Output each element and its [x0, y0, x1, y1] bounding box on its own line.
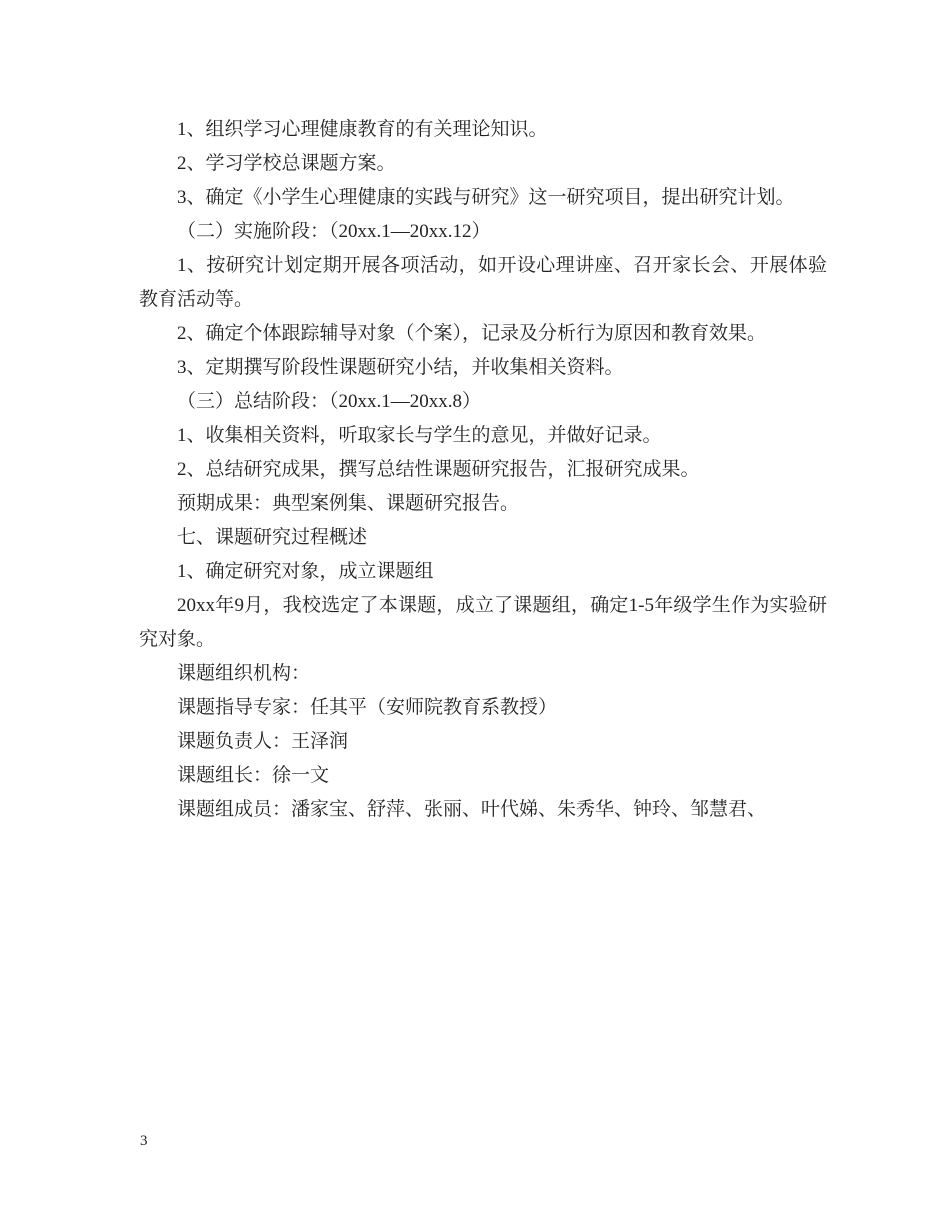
paragraph: 1、组织学习心理健康教育的有关理论知识。 — [177, 119, 548, 140]
paragraph: 预期成果：典型案例集、课题研究报告。 — [177, 493, 520, 514]
paragraph: 七、课题研究过程概述 — [177, 527, 368, 548]
paragraph: 2、总结研究成果，撰写总结性课题研究报告，汇报研究成果。 — [177, 459, 700, 480]
paragraph: 3、定期撰写阶段性课题研究小结，并收集相关资料。 — [177, 357, 624, 378]
paragraph: 1、确定研究对象，成立课题组 — [177, 561, 434, 582]
paragraph: 课题指导专家：任其平（安师院教育系教授） — [177, 697, 558, 718]
paragraph: 2、学习学校总课题方案。 — [177, 153, 396, 174]
paragraph: 课题组织机构： — [177, 663, 311, 684]
paragraph: （三）总结阶段：（20xx.1—20xx.8） — [177, 391, 482, 412]
paragraph: 3、确定《小学生心理健康的实践与研究》这一研究项目，提出研究计划。 — [177, 187, 795, 208]
paragraph: 课题负责人：王泽润 — [177, 731, 349, 752]
paragraph: 课题组成员：潘家宝、舒萍、张丽、叶代娣、朱秀华、钟玲、邹慧君、 — [177, 799, 767, 820]
paragraph: 1、收集相关资料，听取家长与学生的意见，并做好记录。 — [177, 425, 662, 446]
paragraph: 课题组长：徐一文 — [177, 765, 330, 786]
paragraph: 20xx年9月，我校选定了本课题，成立了课题组，确定1-5年级学生作为实验研究对象。 — [139, 595, 827, 650]
document-body — [139, 113, 827, 827]
paragraph: （二）实施阶段：（20xx.1—20xx.12） — [177, 221, 491, 242]
page-number: 3 — [140, 1133, 148, 1149]
paragraph: 2、确定个体跟踪辅导对象（个案），记录及分析行为原因和教育效果。 — [177, 323, 767, 344]
paragraph: 1、按研究计划定期开展各项活动，如开设心理讲座、召开家长会、开展体验教育活动等。 — [139, 255, 827, 310]
